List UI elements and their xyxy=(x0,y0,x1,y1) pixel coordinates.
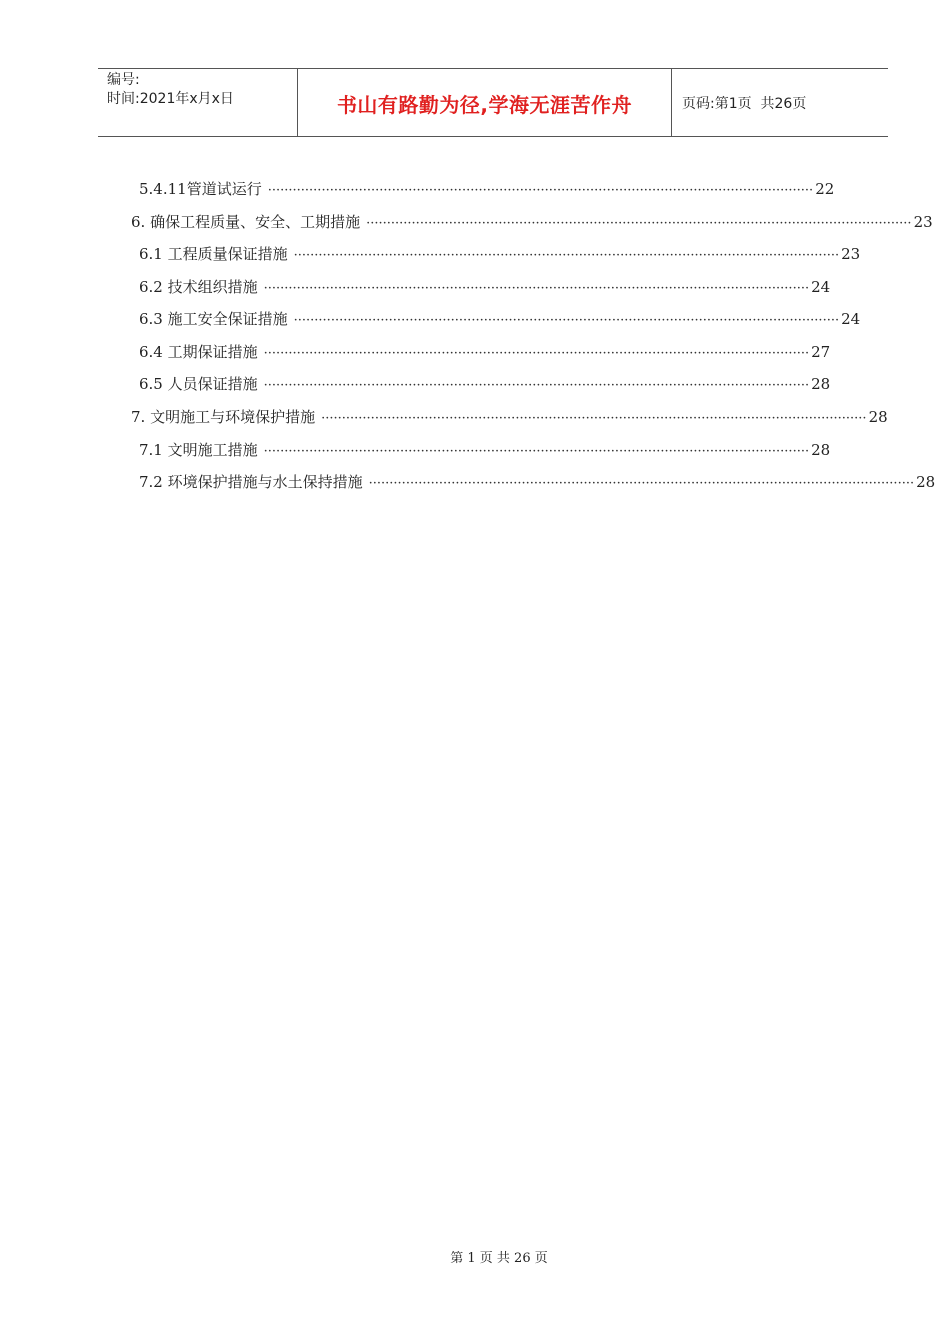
toc-entry-page: 22 xyxy=(815,180,835,198)
toc-entry[interactable] xyxy=(131,406,888,428)
toc-leader-dots: ···································································································································· xyxy=(366,216,912,231)
toc-leader-dots: ···································································································································· xyxy=(263,378,810,393)
toc-entry-label: 6. 确保工程质量、安全、工期措施 xyxy=(131,213,361,231)
toc-leader-dots: ···································································································································· xyxy=(321,411,867,426)
toc-entry[interactable] xyxy=(139,178,835,200)
toc-entry-label: 7.2 环境保护措施与水土保持措施 xyxy=(139,473,363,491)
document-time-label: 时间:2021年x月x日 xyxy=(107,91,234,107)
toc-leader-dots: ···································································································································· xyxy=(293,313,840,328)
toc-leader-dots: ···································································································································· xyxy=(267,183,814,198)
toc-entry-page: 28 xyxy=(811,441,831,459)
toc-entry-page: 24 xyxy=(811,278,831,296)
toc-leader-dots: ···································································································································· xyxy=(368,476,915,491)
toc-entry[interactable] xyxy=(139,276,831,298)
toc-entry-label: 7.1 文明施工措施 xyxy=(139,441,258,459)
toc-leader-dots: ···································································································································· xyxy=(263,346,810,361)
header-motto-cell xyxy=(298,69,672,136)
toc-entry[interactable] xyxy=(139,471,936,493)
toc-entry-label: 6.1 工程质量保证措施 xyxy=(139,245,288,263)
header-page-number: 页码:第1页 共26页 xyxy=(682,95,807,112)
toc-entry[interactable] xyxy=(139,243,861,265)
toc-entry[interactable] xyxy=(139,308,861,330)
header-motto: 书山有路勤为径,学海无涯苦作舟 xyxy=(336,93,633,117)
toc-entry[interactable] xyxy=(139,373,831,395)
document-number-label: 编号: xyxy=(107,72,140,88)
toc-entry-label: 6.4 工期保证措施 xyxy=(139,343,258,361)
toc-entry[interactable] xyxy=(131,211,933,233)
toc-entry-label: 6.2 技术组织措施 xyxy=(139,278,258,296)
toc-leader-dots: ···································································································································· xyxy=(263,444,810,459)
toc-entry[interactable] xyxy=(139,439,831,461)
toc-leader-dots: ···································································································································· xyxy=(263,281,810,296)
header-meta-cell xyxy=(98,69,298,136)
page-footer: 第 1 页 共 26 页 xyxy=(450,1251,548,1266)
toc-entry-page: 27 xyxy=(811,343,831,361)
toc-entry-page: 23 xyxy=(841,245,861,263)
toc-entry[interactable] xyxy=(139,341,831,363)
toc-entry-page: 28 xyxy=(916,473,936,491)
toc-leader-dots: ···································································································································· xyxy=(293,248,840,263)
toc-entry-label: 7. 文明施工与环境保护措施 xyxy=(131,408,316,426)
toc-entry-page: 24 xyxy=(841,310,861,328)
toc-entry-page: 23 xyxy=(913,213,933,231)
toc-entry-label: 5.4.11管道试运行 xyxy=(139,180,262,198)
header-page-cell xyxy=(672,69,888,136)
toc-entry-page: 28 xyxy=(811,375,831,393)
toc-entry-page: 28 xyxy=(868,408,888,426)
page-header xyxy=(98,68,888,137)
toc-entry-label: 6.5 人员保证措施 xyxy=(139,375,258,393)
toc-entry-label: 6.3 施工安全保证措施 xyxy=(139,310,288,328)
